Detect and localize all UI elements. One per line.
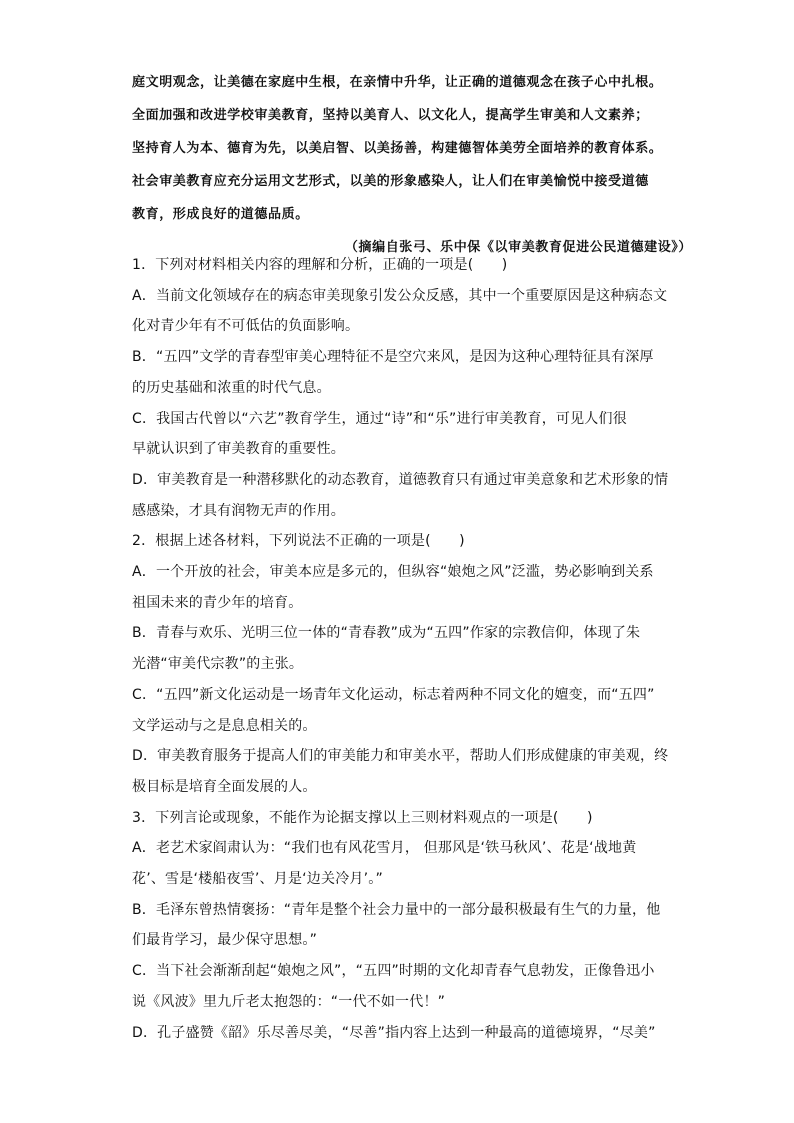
option-line: 的历史基础和浓重的时代气息。 — [132, 379, 331, 396]
option-line: 花’、雪是‘楼船夜雪’、月是‘边关冷月’。” — [132, 871, 383, 888]
option-line: 说《风波》里九斤老太抱怨的：“一代不如一代！” — [132, 993, 446, 1010]
option-line: 早就认识到了审美教育的重要性。 — [132, 441, 345, 458]
excerpt-line: 社会审美教育应充分运用文艺形式，以美的形象感染人，让人们在审美愉悦中接受道德 — [132, 174, 649, 189]
option-line: D．审美教育服务于提高人们的审美能力和审美水平，帮助人们形成健康的审美观，终 — [132, 748, 669, 765]
question-3-stem: 3．下列言论或现象，不能作为论据支撑以上三则材料观点的一项是( ) — [132, 809, 593, 826]
option-line: 化对青少年有不可低估的负面影响。 — [132, 318, 360, 335]
material-excerpt — [132, 66, 692, 264]
option-line: 文学运动与之是息息相关的。 — [132, 717, 317, 734]
excerpt-line: 庭文明观念，让美德在家庭中生根，在亲情中升华，让正确的道德观念在孩子心中扎根。 — [132, 75, 663, 90]
option-line: C．我国古代曾以“六艺”教育学生，通过“诗”和“乐”进行审美教育，可见人们很 — [132, 410, 627, 427]
option-line: B．毛泽东曾热情褒扬：“青年是整个社会力量中的一部分最积极最有生气的力量，他 — [132, 901, 661, 918]
option-line: 们最肯学习，最少保守思想。” — [132, 932, 318, 949]
option-line: C．“五四”新文化运动是一场青年文化运动，标志着两种不同文化的嬗变，而“五四” — [132, 686, 655, 703]
option-line: A．一个开放的社会，审美本应是多元的，但纵容“娘炮之风”泛滥，势必影响到关系 — [132, 564, 654, 581]
excerpt-source: （摘编自张弓、乐中保《以审美教育促进公民道德建设》） — [344, 240, 692, 255]
option-line: D．孔子盛赞《韶》乐尽善尽美，“尽善”指内容上达到一种最高的道德境界，“尽美” — [132, 1024, 656, 1041]
option-line: 光潜“审美代宗教”的主张。 — [132, 656, 304, 673]
excerpt-line: 教育，形成良好的道德品质。 — [132, 207, 309, 222]
question-2-stem: 2．根据上述各材料，下列说法不正确的一项是( ) — [132, 533, 465, 550]
question-section — [132, 250, 692, 1048]
option-line: B．“五四”文学的青春型审美心理特征不是空穴来风，是因为这种心理特征具有深厚 — [132, 349, 654, 366]
option-line: A．老艺术家阎肃认为：“我们也有风花雪月， 但那风是‘铁马秋风’、花是‘战地黄 — [132, 840, 637, 857]
option-line: 极目标是培育全面发展的人。 — [132, 778, 317, 795]
option-line: A．当前文化领域存在的病态审美现象引发公众反感，其中一个重要原因是这种病态文 — [132, 287, 668, 304]
option-line: 祖国未来的青少年的培育。 — [132, 594, 303, 611]
excerpt-line: 坚持育人为本、德育为先，以美启智、以美扬善，构建德智体美劳全面培养的教育体系。 — [132, 141, 663, 156]
question-1-stem: 1．下列对材料相关内容的理解和分析，正确的一项是( ) — [132, 257, 508, 273]
option-line: D．审美教育是一种潜移默化的动态教育，道德教育只有通过审美意象和艺术形象的情 — [132, 471, 669, 488]
option-line: C．当下社会渐渐刮起“娘炮之风”，“五四”时期的文化却青春气息勃发，正像鲁迅小 — [132, 963, 655, 980]
excerpt-line: 全面加强和改进学校审美教育，坚持以美育人、以文化人，提高学生审美和人文素养； — [132, 108, 649, 123]
option-line: B．青春与欢乐、光明三位一体的“青春教”成为“五四”作家的宗教信仰，体现了朱 — [132, 625, 641, 642]
option-line: 感感染，才具有润物无声的作用。 — [132, 502, 345, 519]
